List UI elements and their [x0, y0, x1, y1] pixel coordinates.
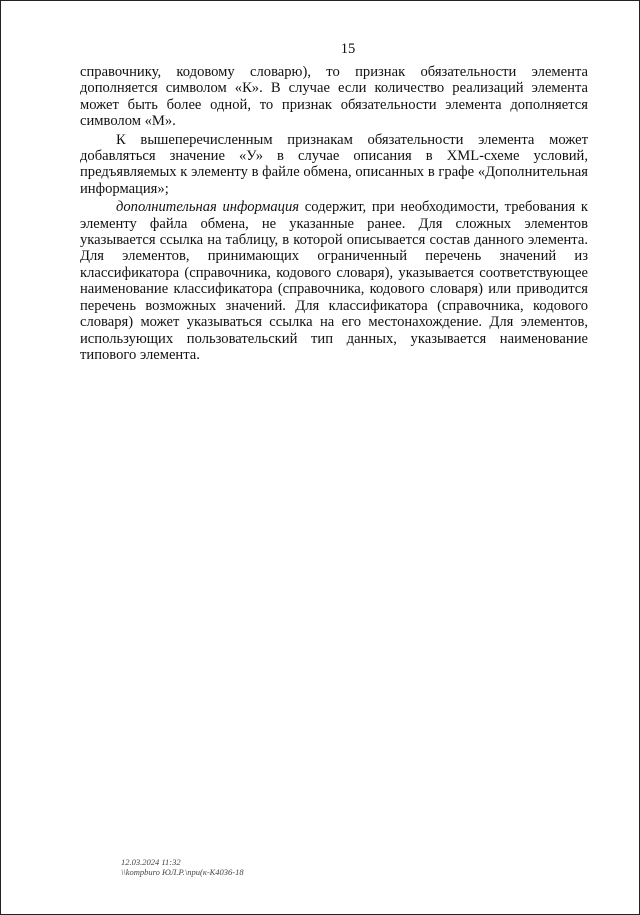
paragraph-continuation: справочнику, кодовому словарю), то признак обязательности элемента дополняется символом «К». В случае если количество реализаций элемента может быть более одной, то признак обязательности элемента дополняется символом «М».: [80, 64, 588, 130]
print-footer: [121, 857, 244, 877]
print-path: \\kompburo ЮЛ.Р.\nри(к-К4036-18: [121, 867, 244, 877]
paragraph-additional-value: К вышеперечисленным признакам обязательности элемента может добавляться значение «У» в случае описания в XML-схеме условий, предъявляемых к элементу в файле обмена, описанных в графе «Дополнительная информация»;: [80, 131, 588, 197]
paragraph-additional-info-text: содержит, при необходимости, требования к элементу файла обмена, не указанные ранее. Для сложных элементов указывается ссылка на таблицу, в которой описывается состав данного элемента. Для элементов, принимающих ограниченный перечень значений из классификатора (справочника, кодового словаря), указывается соответствующее наименование классификатора (справочника, кодового словаря) или приводится перечень возможных значений. Для классификатора (справочника, кодового словаря) может указываться ссылка на его местонахождение. Для элементов, использующих пользовательский тип данных, указывается наименование типового элемента.: [80, 199, 588, 363]
document-body: [80, 64, 588, 365]
term-italic: дополнительная информация: [116, 199, 300, 216]
paragraph-additional-info: [80, 199, 588, 363]
page-number: 15: [340, 41, 356, 57]
print-timestamp: 12.03.2024 11:32: [121, 857, 181, 867]
